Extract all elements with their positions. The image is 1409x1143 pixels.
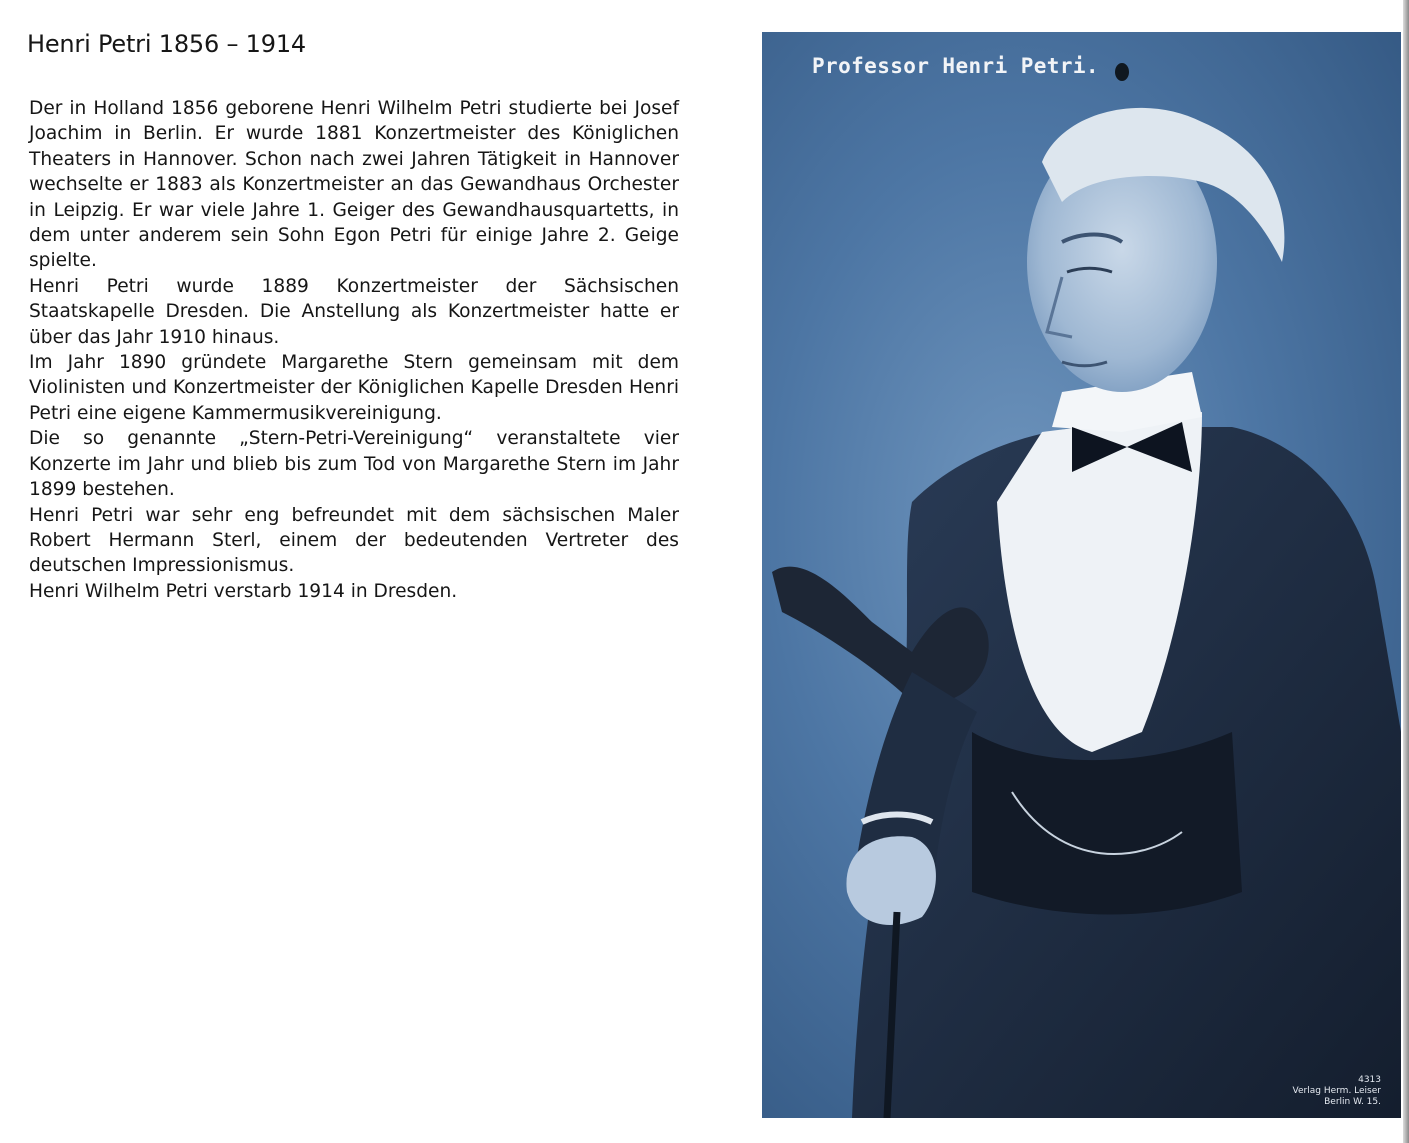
stamp-city: Berlin W. 15. — [1324, 1097, 1381, 1107]
paragraph-5: Henri Petri war sehr eng befreundet mit dem sächsischen Maler Robert Hermann Sterl, einem der bedeutenden Vertreter des deutschen Impressionismus. — [29, 504, 679, 577]
page-edge — [1403, 0, 1409, 1143]
stamp-number: 4313 — [1358, 1075, 1381, 1085]
photo-caption: Professor Henri Petri. — [812, 54, 1099, 78]
publisher-stamp — [1293, 1075, 1381, 1108]
paragraph-6: Henri Wilhelm Petri verstarb 1914 in Dresden. — [29, 580, 458, 602]
portrait-illustration — [762, 32, 1401, 1118]
nail-hole — [1115, 63, 1129, 81]
paragraph-3: Im Jahr 1890 gründete Margarethe Stern gemeinsam mit dem Violinisten und Konzertmeister der Königlichen Kapelle Dresden Henri Petri eine eigene Kammermusikvereinigung. — [29, 352, 679, 424]
page-title: Henri Petri 1856 – 1914 — [27, 30, 306, 58]
paragraph-2: Henri Petri wurde 1889 Konzertmeister der Sächsischen Staatskapelle Dresden. Die Anstellung als Konzertmeister hatte er über das Jahr 1910 hinaus. — [29, 275, 679, 348]
paragraph-4: Die so genannte „Stern-Petri-Vereinigung“ veranstaltete vier Konzerte im Jahr und blieb bis zum Tod von Margarethe Stern im Jahr 1899 bestehen. — [29, 428, 679, 501]
portrait-photo — [762, 32, 1401, 1118]
stamp-publisher: Verlag Herm. Leiser — [1292, 1086, 1381, 1096]
biography-text — [29, 96, 679, 604]
paragraph-1: Der in Holland 1856 geborene Henri Wilhelm Petri studierte bei Josef Joachim in Berlin. Er wurde 1881 Konzertmeister des Königlichen Theaters in Hannover. Schon nach zwei Jahren Tätigkeit in Hannover wechselte er 1883 als Konzertmeister an das Gewandhaus Orchester in Leipzig. Er war viele Jahre 1. Geiger des Gewandhausquartetts, in dem unter anderem sein Sohn Egon Petri für einige Jahre 2. Geige spielte. — [29, 98, 679, 272]
